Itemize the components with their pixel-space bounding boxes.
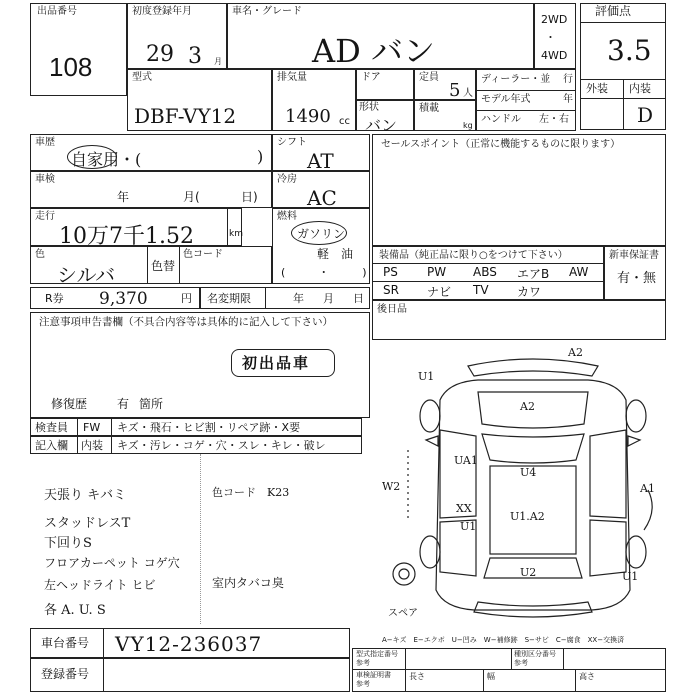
history-close: ) xyxy=(257,147,264,166)
name-cell xyxy=(227,3,534,69)
lot-label: 出品番号 xyxy=(37,6,77,17)
inspection-cell xyxy=(30,171,272,208)
interior-score: D xyxy=(637,103,654,127)
equipment-cell xyxy=(372,246,604,300)
history-value: 自家用・( xyxy=(71,150,142,169)
reg-year: 29 xyxy=(146,42,174,67)
equip-item: エアB xyxy=(517,267,550,281)
repair-label: 修復歴 xyxy=(51,397,88,411)
notes-cell xyxy=(30,312,370,418)
warranty-label: 新車保証書 xyxy=(609,250,659,261)
equip-item: PS xyxy=(383,265,398,279)
equip-item: SR xyxy=(383,283,399,297)
disp-label: 排気量 xyxy=(277,72,307,83)
fuel-cell xyxy=(272,208,370,284)
deadline-month: 月 xyxy=(323,292,334,305)
repair-place: 箇所 xyxy=(139,397,164,411)
wheel-fl xyxy=(420,400,440,432)
history-label: 車歴 xyxy=(35,137,55,148)
windshield-shape xyxy=(482,434,584,463)
warranty-cell xyxy=(604,246,666,300)
reg-label: 初度登録年月 xyxy=(132,6,192,17)
inspection-year: 年 xyxy=(117,190,130,204)
after-label: 後日品 xyxy=(377,304,407,315)
shift-value: AT xyxy=(307,149,334,173)
spare-tire-shape xyxy=(393,563,415,585)
handnote-1: 天張り キバミ xyxy=(44,488,127,503)
handnote-3: 下回りS xyxy=(44,536,92,551)
color-value: シルバ xyxy=(57,263,116,287)
deadline-year: 年 xyxy=(293,292,304,305)
shift-label: シフト xyxy=(277,137,307,148)
shape-label: 形状 xyxy=(359,102,379,113)
mileage-cell xyxy=(30,208,243,249)
recycle-cell xyxy=(30,287,200,309)
mileage-label: 走行 xyxy=(35,211,55,222)
repair-yes: 有 xyxy=(117,397,130,411)
interior-label: 内装 xyxy=(629,82,651,95)
model-year-unit: 年 xyxy=(563,94,573,105)
dealer-cell xyxy=(476,69,576,131)
recycle-value: 9,370 xyxy=(99,289,148,309)
writer-label: 記入欄 xyxy=(35,439,68,452)
dmg-12: W2 xyxy=(382,480,401,493)
writer-int-items: キズ・汚レ・コゲ・穴・スレ・キレ・破レ xyxy=(117,439,326,452)
load-label: 積載 xyxy=(419,103,439,114)
notes-label: 注意事項申告書欄（不具合内容等は具体的に記入して下さい） xyxy=(39,316,333,328)
dmg-4: UA1 xyxy=(454,454,478,467)
sales-point-cell xyxy=(372,134,666,246)
load-unit: kg xyxy=(463,121,473,130)
footer-cert: 車検証明書 参考 xyxy=(356,671,391,688)
cap-cell xyxy=(414,69,476,100)
dealer-label: ディーラー・並 xyxy=(481,74,551,85)
equipment-label: 装備品（純正品に限り○をつけて下さい） xyxy=(379,250,568,261)
recycle-unit: 円 xyxy=(181,292,192,305)
equip-item: PW xyxy=(427,265,447,279)
mileage-unit: km xyxy=(229,229,243,239)
right-doors-shape xyxy=(590,430,626,576)
cooling-value: AC xyxy=(307,186,337,210)
footer-designation: 型式指定番号 参考 xyxy=(356,650,398,667)
footer-height: 高さ xyxy=(579,672,595,681)
disp-unit: cc xyxy=(339,116,350,127)
disp-cell xyxy=(272,69,356,131)
load-cell xyxy=(414,100,476,131)
shape-cell xyxy=(356,100,414,135)
exterior-label: 外装 xyxy=(586,82,608,95)
handnote-4: フロアカーペット コゲ穴 xyxy=(44,556,180,570)
writer-int: 内装 xyxy=(81,439,103,452)
cap-unit: 人 xyxy=(463,88,473,99)
footer-width: 幅 xyxy=(487,672,495,681)
cooling-label: 冷房 xyxy=(277,174,297,185)
dmg-9: A1 xyxy=(640,482,655,495)
checker-row xyxy=(30,418,362,436)
shift-cell xyxy=(272,134,370,171)
handnotes-area xyxy=(30,454,362,624)
dmg-8: U1.A2 xyxy=(510,510,545,523)
fuel-label: 燃料 xyxy=(277,211,297,222)
inspection-day: 日) xyxy=(241,190,258,204)
fuel-value: ガソリン xyxy=(297,227,346,241)
equip-item: AW xyxy=(569,265,589,279)
handle-label: ハンドル xyxy=(481,114,521,125)
equip-item: TV xyxy=(473,283,489,297)
equip-item: ナビ xyxy=(427,285,452,299)
equip-item: カワ xyxy=(517,285,542,299)
recycle-label: R券 xyxy=(45,292,64,305)
registration-label: 登録番号 xyxy=(41,667,90,681)
legend: A−キズ E−エクボ U−凹み W−補修跡 S−サビ C−腐食 XX−交換済 xyxy=(382,636,625,644)
score-label: 評価点 xyxy=(595,4,632,18)
handle-value: 左・右 xyxy=(539,114,569,125)
mileage-value: 10万7千1.52 xyxy=(59,224,194,249)
first-out-box xyxy=(231,349,335,377)
car-name: AD バン xyxy=(312,32,435,70)
dmg-6: XX xyxy=(456,502,472,515)
dealer-mark: 行 xyxy=(563,74,573,85)
drive-2wd: 2WD xyxy=(541,13,568,26)
lot-number: 108 xyxy=(49,52,93,82)
model-value: DBF-VY12 xyxy=(134,104,237,128)
model-year-label: モデル年式 xyxy=(481,94,531,105)
color-cell xyxy=(30,246,272,287)
chassis-value: VY12-236037 xyxy=(115,632,263,656)
reg-cell xyxy=(127,3,227,69)
color-change-label: 色替 xyxy=(151,259,176,273)
sales-point-label: セールスポイント（正常に機能するものに限ります） xyxy=(381,139,621,150)
deadline-cell xyxy=(200,287,370,309)
fuel-light-oil: 軽 油 xyxy=(317,247,354,261)
inspection-label: 車検 xyxy=(35,174,55,185)
dmg-5: U4 xyxy=(520,466,537,479)
drive-dot: ・ xyxy=(545,31,556,44)
spare-label: スペア xyxy=(388,608,418,619)
car-diagram xyxy=(378,340,678,630)
inspection-month: 月( xyxy=(183,190,200,204)
cap-label: 定員 xyxy=(419,72,439,83)
dmg-7: U1 xyxy=(460,520,477,533)
smell-note: 室内タバコ臭 xyxy=(212,576,284,590)
handnote-6: 各 A. U. S xyxy=(44,603,106,618)
checker-label: 検査員 xyxy=(35,421,68,434)
footer-table xyxy=(352,648,666,692)
lot-cell xyxy=(30,3,127,96)
cap-value: 5 xyxy=(449,80,461,101)
score-cell xyxy=(580,3,666,130)
dmg-11: U1 xyxy=(622,570,639,583)
shape-value: バン xyxy=(365,116,398,135)
footer-category: 種別区分番号 参考 xyxy=(514,650,556,667)
chassis-label: 車台番号 xyxy=(41,636,90,650)
front-bumper-shape xyxy=(468,359,598,376)
door-label: ドア xyxy=(361,72,381,83)
color-code-label: 色コード xyxy=(183,249,223,260)
name-label: 車名・グレード xyxy=(232,6,302,17)
color-code-note: 色コード K23 xyxy=(212,486,290,499)
handnote-2: スタッドレスT xyxy=(44,516,131,531)
dmg-2: U1 xyxy=(418,370,435,383)
wheel-fr xyxy=(626,400,646,432)
dmg-3: A2 xyxy=(520,400,535,413)
deadline-label: 名変期限 xyxy=(207,292,251,305)
checker-fw-items: キズ・飛石・ヒビ割・リペア跡・X要 xyxy=(117,421,301,434)
chassis-cell xyxy=(30,628,350,658)
cooling-cell xyxy=(272,171,370,208)
door-cell xyxy=(356,69,414,100)
first-out-label: 初出品車 xyxy=(242,354,311,372)
disp-value: 1490 xyxy=(285,106,331,127)
registration-cell xyxy=(30,658,350,692)
equip-item: ABS xyxy=(473,265,497,279)
writer-row xyxy=(30,436,362,454)
drive-cell xyxy=(534,3,576,69)
score-value: 3.5 xyxy=(607,34,652,67)
fuel-paren: ( ・ ) xyxy=(281,266,367,279)
checker-fw: FW xyxy=(83,421,101,434)
color-label: 色 xyxy=(35,249,45,260)
warranty-value: 有・無 xyxy=(617,271,657,286)
history-cell xyxy=(30,134,272,171)
drive-4wd: 4WD xyxy=(541,49,568,62)
model-cell xyxy=(127,69,272,131)
dmg-10: U2 xyxy=(520,566,537,579)
reg-month-unit: 月 xyxy=(214,57,222,66)
model-label: 型式 xyxy=(132,72,152,83)
footer-length: 長さ xyxy=(409,672,425,681)
deadline-day: 日 xyxy=(353,292,364,305)
after-cell xyxy=(372,300,666,340)
handnote-5: 左ヘッドライト ヒビ xyxy=(44,578,156,592)
reg-month: 3 xyxy=(188,44,202,69)
dmg-1: A2 xyxy=(568,346,583,359)
